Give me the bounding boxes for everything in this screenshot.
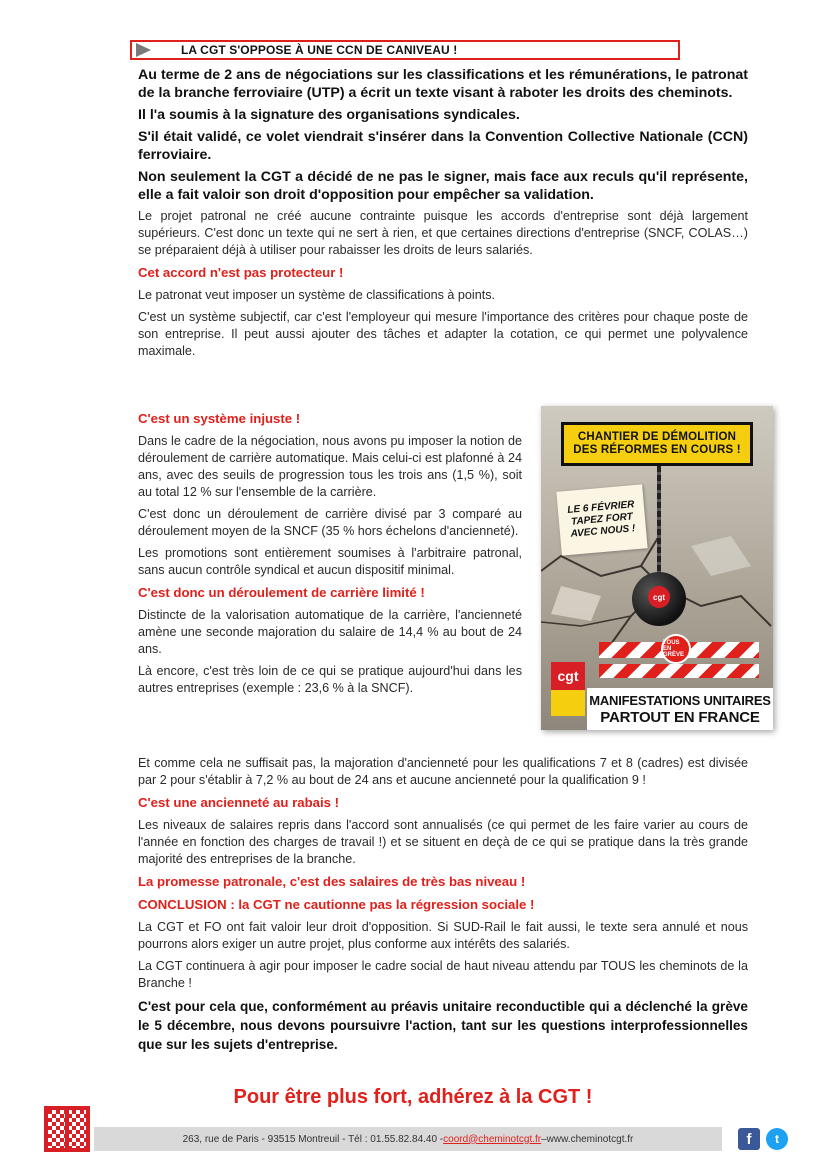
section-heading: Cet accord n'est pas protecteur ! [138,265,344,280]
twitter-icon[interactable]: t [766,1128,788,1150]
left-column [138,410,522,702]
footer-contact-bar [94,1127,722,1151]
body-paragraph: Distincte de la valorisation automatique de la carrière, l'ancienneté amène une seconde majoration du salaire de 14,4 % au bout de 24 ans. [138,608,522,656]
poster-banner-line: DES RÉFORMES EN COURS ! [573,444,741,456]
page-title-box [130,40,680,60]
section-heading: C'est un système injuste ! [138,411,301,426]
section-heading: C'est donc un déroulement de carrière limité ! [138,585,425,600]
body-paragraph: C'est un système subjectif, car c'est l'employeur qui mesure l'importance des critères pour chaque poste de son entreprise. Il peut aussi ajouter des tâches et adapter la cotation, ce qui permet une polyvalence maximale. [138,310,748,358]
projet-paragraph: Le projet patronal ne créé aucune contrainte puisque les accords d'entreprise sont déjà largement supérieurs. C'est donc un texte qui ne sert à rien, et que certaines directions d'entreprise (SNCF, COLAS…) se préparaient déjà à utiliser pour rabaisser les droits de leurs salariés. [138,209,748,257]
body-paragraph: La CGT et FO ont fait valoir leur droit d'opposition. Si SUD-Rail le fait aussi, le texte sera annulé et nous pourrons alors exiger un autre projet, plus conforme aux intérêts des salariés. [138,920,748,951]
strike-badge: TOUS EN GRÈVE [661,634,691,664]
section-heading: La promesse patronale, c'est des salaires de très bas niveau ! [138,874,526,889]
footer-address: 263, rue de Paris - 93515 Montreuil - Tél : 01.55.82.84.40 - [182,1133,444,1145]
bottom-column [138,755,748,1058]
body-paragraph: Là encore, c'est très loin de ce qui se pratique aujourd'hui dans les autres entreprises (exemple : 23,6 % à la SNCF). [138,664,522,695]
body-paragraph: Les promotions sont entièrement soumises à l'arbitraire patronal, sans aucun contrôle syndical et aucun dispositif minimal. [138,546,522,577]
poster-note-line: LE 6 FÉVRIER [566,499,635,516]
poster-banner [561,422,753,466]
poster-banner-line: CHANTIER DE DÉMOLITION [577,431,737,443]
poster-footer [587,688,773,730]
footer-website[interactable]: www.cheminotcgt.fr [546,1133,634,1145]
intro-paragraph: Non seulement la CGT a décidé de ne pas le signer, mais face aux reculs qu'il représente, elle a fait valoir son droit d'opposition pour empêcher sa validation. [138,169,748,203]
body-paragraph: Dans le cadre de la négociation, nous avons pu imposer la notion de déroulement de carrière automatique. Mais celui-ci est plafonné à 24 ans, avec des seuils de progression tous les trois ans (1,5 %), soit au total 12 % sur l'ensemble de la carrière. [138,434,522,499]
poster-note-line: AVEC NOUS ! [570,523,636,540]
barrier-stripes [599,664,759,678]
membership-slogan: Pour être plus fort, adhérez à la CGT ! [233,1086,593,1108]
footer-separator: – [541,1133,547,1145]
cgt-logo: cgt [648,586,670,608]
chain-illustration [657,466,661,578]
footer-email-link[interactable]: coord@cheminotcgt.fr [443,1133,542,1145]
intro-paragraph: Au terme de 2 ans de négociations sur les classifications et les rémunérations, le patronat de la branche ferroviaire (UTP) a écrit un texte visant à raboter les droits des cheminots. [138,67,748,101]
intro-paragraph: S'il était validé, ce volet viendrait s'insérer dans la Convention Collective Nationale (CCN) ferroviaire. [138,129,748,163]
page-title: LA CGT S'OPPOSE À UNE CCN DE CANIVEAU ! [181,43,458,57]
poster-note-line: TAPEZ FORT [570,511,634,528]
body-paragraph: Le patronat veut imposer un système de classifications à points. [138,288,496,302]
final-call-paragraph: C'est pour cela que, conformément au préavis unitaire reconductible qui a déclenché la grève le 5 décembre, nous devons poursuivre l'action, tant sur les questions interprofessionnelles que sur les sujets d'entreprise. [138,999,748,1052]
qr-code[interactable] [44,1106,90,1152]
intro-paragraph: Il l'a soumis à la signature des organisations syndicales. [138,107,520,123]
strike-poster [541,406,773,730]
cgt-logo: cgt [551,662,585,690]
conclusion-heading: CONCLUSION : la CGT ne cautionne pas la régression sociale ! [138,897,535,912]
top-column [138,66,748,365]
cgt-logo-stripe [551,690,585,716]
arrow-icon [136,43,151,57]
poster-footer-line: PARTOUT EN FRANCE [600,709,760,726]
body-paragraph: La CGT continuera à agir pour imposer le cadre social de haut niveau attendu par TOUS les cheminots de la Branche ! [138,959,748,990]
facebook-icon[interactable]: f [738,1128,760,1150]
section-heading: C'est une ancienneté au rabais ! [138,795,340,810]
body-paragraph: C'est donc un déroulement de carrière divisé par 3 comparé au déroulement moyen de la SNCF (35 % hors échelons d'ancienneté). [138,507,522,538]
poster-footer-line: MANIFESTATIONS UNITAIRES [589,693,771,708]
body-paragraph: Et comme cela ne suffisait pas, la majoration d'ancienneté pour les qualifications 7 et 8 (cadres) est divisée par 2 pour s'établir à 7,2 % au bout de 24 ans et aucune ancienneté pour la qualification 9 ! [138,756,748,787]
body-paragraph: Les niveaux de salaires repris dans l'accord sont annualisés (ce qui permet de les faire varier au cours de l'année en fonction des charges de travail !) et se situent en deçà de ce qui se pratique dans la très grande majorité des entreprises de la branche. [138,818,748,866]
